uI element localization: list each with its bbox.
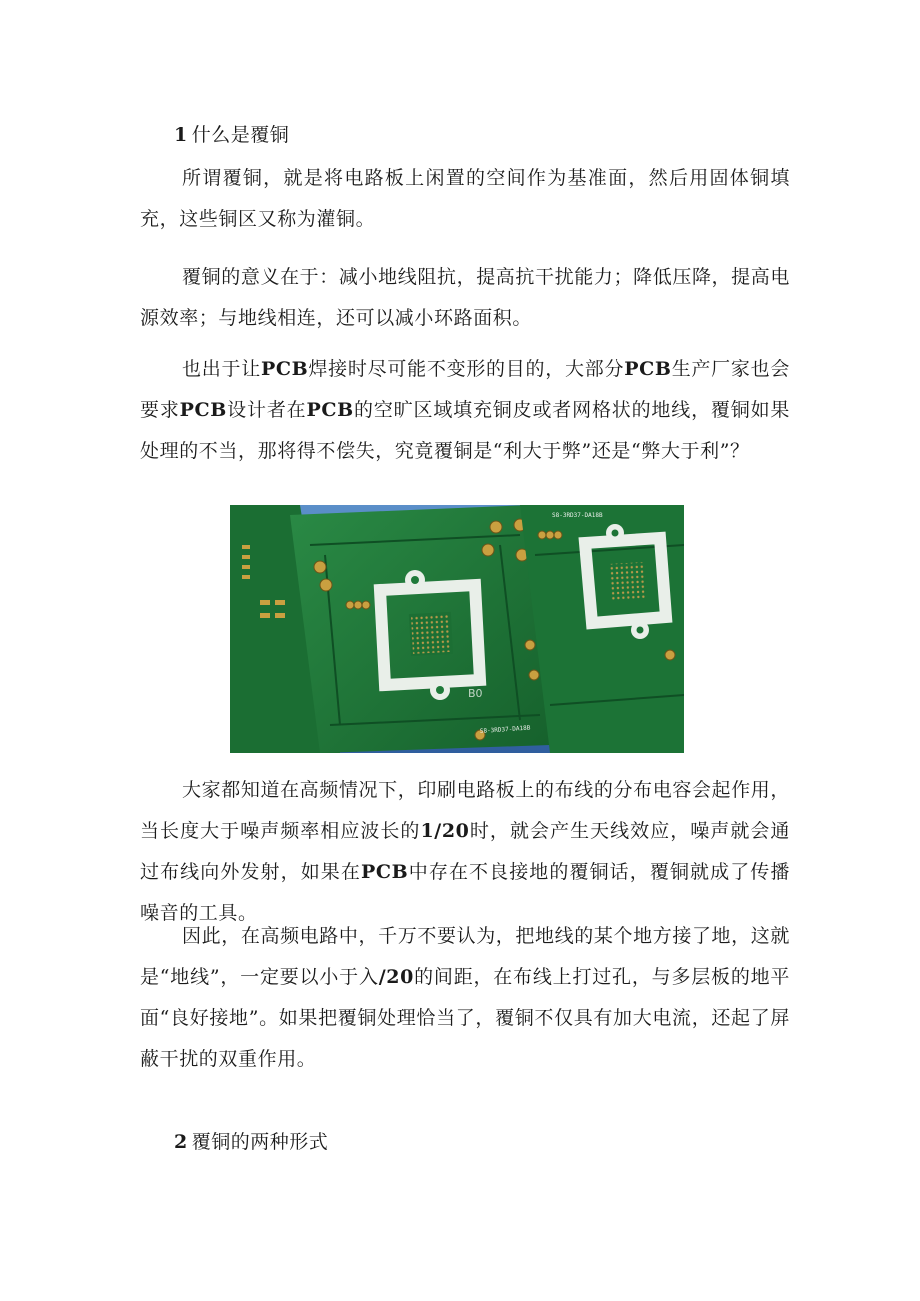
paragraph-copper-meaning: 覆铜的意义在于：减小地线阻抗，提高抗干扰能力；降低压降，提高电源效率；与地线相连，还可以减小环路面积。 bbox=[140, 266, 790, 329]
paragraph-pcb-manufacturing: 也出于让PCB焊接时尽可能不变形的目的，大部分PCB生产厂家也会要求PCB设计者在PCB的空旷区域填充铜皮或者网格状的地线，覆铜如果处理的不当，那将得不偿失，究竟覆铜是“利大于弊”还是“弊大于利”？ bbox=[140, 358, 791, 462]
section-number: 2 bbox=[174, 1131, 188, 1153]
section-title: 什么是覆铜 bbox=[191, 124, 290, 146]
section-heading-2 bbox=[174, 1128, 328, 1156]
paragraph-copper-definition: 所谓覆铜，就是将电路板上闲置的空间作为基准面，然后用固体铜填充，这些铜区又称为灌铜。 bbox=[140, 167, 790, 230]
paragraph-grounding: 因此，在高频电路中，千万不要认为，把地线的某个地方接了地，这就是“地线”，一定要以小于入/20的间距，在布线上打过孔，与多层板的地平面“良好接地”。如果把覆铜处理恰当了，覆铜不仅具有加大电流，还起了屏蔽干扰的双重作用。 bbox=[140, 925, 791, 1070]
pcb-illustration bbox=[230, 505, 684, 753]
section-title: 覆铜的两种形式 bbox=[191, 1131, 329, 1153]
paragraph-high-frequency: 大家都知道在高频情况下，印刷电路板上的布线的分布电容会起作用，当长度大于噪声频率相应波长的1/20时，就会产生天线效应，噪声就会通过布线向外发射，如果在PCB中存在不良接地的覆铜话，覆铜就成了传播噪音的工具。 bbox=[140, 779, 790, 924]
pcb-photo bbox=[230, 505, 684, 753]
board-label: S8-3RD37-DA18B bbox=[479, 724, 531, 735]
svg-text:B0: B0 bbox=[468, 687, 483, 700]
board-label: S8-3RD37-DA18B bbox=[552, 512, 603, 519]
section-heading-1 bbox=[174, 121, 289, 149]
section-number: 1 bbox=[174, 124, 188, 146]
